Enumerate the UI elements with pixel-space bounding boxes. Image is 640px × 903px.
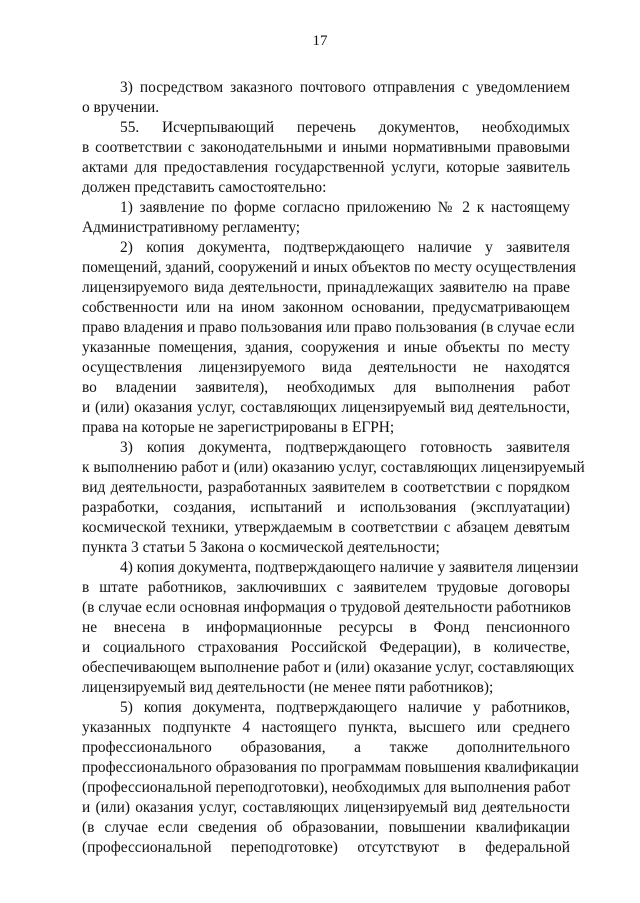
text-line: о вручении. xyxy=(82,99,160,116)
text-line: разработки, создания, испытаний и использования (эксплуатации) xyxy=(82,499,570,516)
text-line: и (или) оказания услуг, составляющих лицензируемый вид деятельности, xyxy=(82,399,570,416)
text-line: указанные помещения, здания, сооружения и иные объекты по месту xyxy=(82,339,570,356)
text-line: 2) копия документа, подтверждающего наличие у заявителя xyxy=(120,239,570,256)
text-line: 4) копия документа, подтверждающего наличие у заявителя лицензии xyxy=(120,559,579,576)
text-line: Административному регламенту; xyxy=(82,219,301,236)
text-line: и (или) оказания услуг, составляющих лицензируемый вид деятельности xyxy=(82,799,570,816)
text-line: (в случае если сведения об образовании, повышении квалификации xyxy=(82,819,570,836)
text-line: указанных подпункте 4 настоящего пункта, высшего или среднего xyxy=(82,719,570,736)
text-line: профессионального образования, а также дополнительного xyxy=(82,739,570,756)
text-line: (профессиональной переподготовке) отсутствуют в федеральной xyxy=(82,839,570,856)
page-number: 17 xyxy=(312,33,328,49)
text-line: во владении заявителя), необходимых для выполнения работ xyxy=(82,379,570,396)
text-line: (в случае если основная информация о трудовой деятельности работников xyxy=(82,599,571,616)
text-line: пункта 3 статьи 5 Закона о космической деятельности; xyxy=(82,539,440,556)
text-line: (профессиональной переподготовки), необходимых для выполнения работ xyxy=(82,779,571,796)
text-line: космической техники, утверждаемым в соответствии с абзацем девятым xyxy=(82,519,570,536)
text-line: 55. Исчерпывающий перечень документов, необходимых xyxy=(120,119,570,136)
text-line: к выполнению работ и (или) оказанию услуг, составляющих лицензируемый xyxy=(82,459,585,476)
text-line: не внесена в информационные ресурсы в Фонд пенсионного xyxy=(82,619,570,636)
text-line: в штате работников, заключивших с заявителем трудовые договоры xyxy=(82,579,570,596)
text-line: лицензируемый вид деятельности (не менее пяти работников); xyxy=(82,679,494,696)
text-line: 3) посредством заказного почтового отправления с уведомлением xyxy=(120,79,570,96)
text-line: 1) заявление по форме согласно приложению № 2 к настоящему xyxy=(120,199,570,216)
text-line: лицензируемого вида деятельности, принадлежащих заявителю на праве xyxy=(82,279,570,296)
text-line: 5) копия документа, подтверждающего наличие у работников, xyxy=(120,699,570,716)
text-line: профессионального образования по программам повышения квалификации xyxy=(82,759,579,776)
text-line: право владения и право пользования или право пользования (в случае если xyxy=(82,319,575,336)
text-line: собственности или на ином законном основании, предусматривающем xyxy=(82,299,570,316)
document-body xyxy=(82,78,585,858)
text-line: 3) копия документа, подтверждающего готовность заявителя xyxy=(120,439,570,456)
text-line: должен представить самостоятельно: xyxy=(82,179,327,196)
text-line: в соответствии с законодательными и иными нормативными правовыми xyxy=(82,139,570,156)
text-line: права на которые не зарегистрированы в ЕГРН; xyxy=(82,419,395,436)
text-line: актами для предоставления государственной услуги, которые заявитель xyxy=(82,159,570,176)
text-line: и социального страхования Российской Федерации), в количестве, xyxy=(82,639,570,656)
text-line: обеспечивающем выполнение работ и (или) оказание услуг, составляющих xyxy=(82,659,575,676)
text-line: вид деятельности, разработанных заявителем в соответствии с порядком xyxy=(82,479,570,496)
text-line: помещений, зданий, сооружений и иных объектов по месту осуществления xyxy=(82,259,576,276)
text-line: осуществления лицензируемого вида деятельности не находятся xyxy=(82,359,570,376)
